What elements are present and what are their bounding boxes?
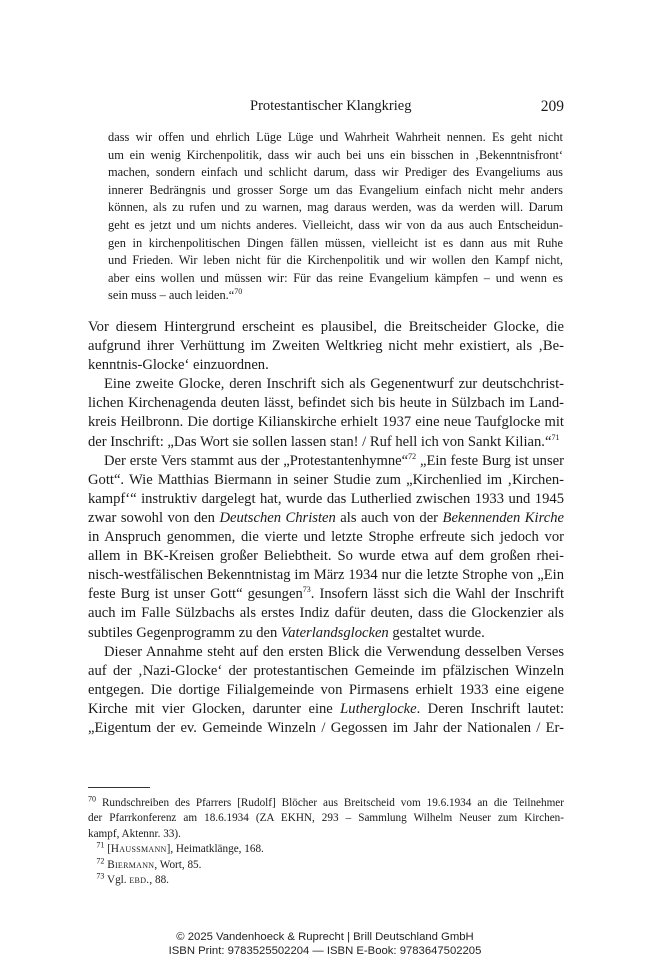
- footnote-ref-72: 72: [408, 451, 417, 461]
- footnote-line: kampf, Aktennr. 33).: [88, 827, 181, 840]
- author-smallcaps: Haussmann: [110, 843, 167, 856]
- footnote-text: [: [107, 843, 111, 856]
- author-smallcaps: Biermann: [107, 858, 155, 871]
- body-text-span: als auch von der: [335, 509, 443, 526]
- body-text-span: zwar sowohl von den: [88, 509, 220, 526]
- footnote-line: [88, 873, 564, 888]
- body-line: in Anspruch genommen, die vierte und letzte Strophe erfreute sich jedoch vor: [88, 529, 564, 546]
- footnote-70: [88, 796, 564, 842]
- body-text-span: . Deren Inschrift lautet:: [416, 700, 564, 717]
- quote-line-last: [108, 287, 563, 305]
- body-line: nisch-westfälischen Bekenntnistag im März 1934 nur die letzte Strophe von „Ein: [88, 567, 564, 584]
- quote-line: aber eins wollen und müssen wir: Für das reine Evangelium kämpfen – und wenn es: [108, 270, 563, 285]
- paragraph-4: [88, 643, 564, 738]
- running-title: Protestantischer Klangkrieg: [250, 98, 412, 114]
- paragraph-3: [88, 452, 564, 643]
- body-text-span: der Inschrift: „Das Wort sie sollen lassen stan! / Ruf hell ich von Sankt Kilian.“: [88, 433, 552, 450]
- body-line: kenntnis-Glocke‘ einzuordnen.: [88, 357, 269, 374]
- body-line: Eine zweite Glocke, deren Inschrift sich als Gegenentwurf zur deutschchrist-: [104, 376, 564, 393]
- footnote-73: [88, 873, 564, 888]
- footnote-text: Rundschreiben des Pfarrers [Rudolf] Blöcher aus Breitscheid vom 19.6.1934 an die Teilnehmer: [101, 797, 565, 809]
- copyright-notice: [0, 930, 650, 958]
- body-text-span: feste Burg ist unser Gott“ gesungen: [88, 586, 303, 603]
- body-line: allem in BK-Kreisen großer Beliebtheit. So wurde etwa auf dem großen rhei-: [88, 548, 564, 565]
- copyright-line-1: © 2025 Vandenhoeck & Ruprecht | Brill Deutschland GmbH: [176, 931, 474, 943]
- emphasis-lutherglocke: Lutherglocke: [340, 700, 417, 717]
- footnote-text: Vgl.: [107, 874, 130, 887]
- footnote-text: , 88.: [149, 874, 169, 887]
- running-header: [88, 98, 564, 118]
- quote-line: um ein wenig Kirchenpolitik, dass wir auch bei uns ein bisschen in ‚Bekenntnisfront‘: [108, 147, 563, 162]
- body-line: [88, 509, 564, 528]
- body-text-span: Der erste Vers stammt aus der „Protestantenhymne“: [104, 452, 409, 469]
- body-line: [88, 452, 564, 471]
- body-line: kampf‘“ instruktiv dargelegt hat, wurde das Lutherlied zwischen 1933 und 1945: [88, 490, 564, 507]
- quote-text: sein muss – auch leiden.“: [108, 288, 235, 303]
- body-line: Dieser Annahme steht auf den ersten Blick die Verwendung desselben Verses: [104, 643, 564, 660]
- footnote-text: , Wort, 85.: [154, 858, 202, 871]
- footnote-line: [88, 796, 564, 811]
- emphasis-vaterlandsglocken: Vaterlandsglocken: [280, 624, 389, 641]
- body-line: [88, 624, 564, 643]
- quote-line: können, als zu rufen und zu warnen, mag daraus werden, was da werden will. Darum: [108, 200, 563, 215]
- body-text-span: „Ein feste Burg ist unser: [416, 452, 564, 469]
- quote-line: gen in kirchenpolitischen Dingen fällen müssen, vielleicht ist es dann aus mit Ruhe: [108, 235, 563, 250]
- body-line: kreis Heilbronn. Die dortige Kilianskirche erhielt 1937 eine neue Taufglocke mit: [88, 414, 564, 431]
- body-line: auch im Falle Sülzbachs als erstes Indiz dafür deuten, dass die Glockenzier als: [88, 605, 564, 622]
- footnote-number: 71: [96, 840, 105, 850]
- block-quote: [108, 129, 563, 305]
- quote-line: innerer Bedrängnis und grosser Sorge um das Evangelium einfach nicht mehr anders: [108, 182, 563, 197]
- ebd-smallcaps: ebd.: [129, 874, 150, 887]
- body-text-span: gestaltet wurde.: [388, 624, 485, 641]
- body-line: auf der ‚Nazi-Glocke‘ der protestantischen Gemeinde im pfälzischen Winzeln: [88, 662, 564, 679]
- body-line: [88, 700, 564, 719]
- body-line: [88, 433, 564, 452]
- body-line: aufgrund ihrer Verhüttung im Zweiten Weltkrieg nicht mehr existiert, als ‚Be-: [88, 338, 564, 355]
- footnote-ref-70: 70: [234, 287, 243, 297]
- quote-line: dass wir offen und ehrlich Lüge Lüge und Wahrheit Wahrheit nennen. Es geht nicht: [108, 130, 563, 144]
- footnote-72: [88, 855, 564, 873]
- footnote-number: 72: [96, 855, 105, 865]
- emphasis-bekennende-kirche: Bekennenden Kirche: [442, 509, 564, 526]
- footnote-ref-71: 71: [551, 432, 560, 442]
- body-line: Vor diesem Hintergrund erscheint es plausibel, die Breitscheider Glocke, die: [88, 319, 564, 335]
- body-line: Gott“. Wie Matthias Biermann in seiner Studie zum „Kirchenlied im ‚Kirchen-: [88, 471, 564, 488]
- page-number: 209: [540, 98, 564, 115]
- footnote-rule: [88, 787, 150, 788]
- quote-line: machen, sondern einfach und schlicht darum, dass wir Prediger des Evangeliums aus: [108, 165, 563, 180]
- body-text-span: subtiles Gegenprogramm zu den: [88, 624, 281, 641]
- footnote-ref-73: 73: [302, 585, 311, 595]
- footnote-line: [88, 855, 564, 873]
- footnote-line: der Pfarrkonferenz am 18.6.1934 (ZA EKHN, 293 – Sammlung Wilhelm Neuser zum Kirchen-: [88, 812, 564, 825]
- body-line: [88, 585, 564, 604]
- paragraph-1: [88, 318, 564, 375]
- footnote-line: [88, 842, 564, 857]
- emphasis-deutsche-christen: Deutschen Christen: [219, 509, 336, 526]
- footnote-number: 73: [96, 871, 105, 881]
- footnote-text: ], Heimatklänge, 168.: [166, 843, 264, 856]
- body-line: lichen Kirchenagenda deuten lässt, befindet sich bis heute in Sülzbach im Land-: [88, 395, 564, 412]
- quote-line: geht es jetzt und um nichts anderes. Vielleicht, dass wir von da aus auch Entscheidun-: [108, 217, 563, 232]
- body-line: entgegen. Die dortige Filialgemeinde von Pirmasens erhielt 1933 eine eigene: [88, 681, 564, 698]
- body-line: „Eigentum der ev. Gemeinde Winzeln / Gegossen im Jahr der Nationalen / Er-: [88, 719, 564, 736]
- footnote-71: [88, 842, 564, 857]
- footnote-number: 70: [88, 794, 96, 804]
- paragraph-2: [88, 375, 564, 451]
- body-text: [88, 318, 564, 738]
- footnotes: [88, 796, 564, 888]
- quote-line: und Frieden. Wir leben nicht für die Kirchenpolitik und wir wollen den Kampf nicht,: [108, 253, 563, 268]
- copyright-line-2: ISBN Print: 9783525502204 — ISBN E-Book: 9783647502205: [168, 945, 482, 957]
- body-text-span: Kirche mit vier Glocken, darunter eine: [88, 700, 341, 717]
- body-text-span: . Insofern lässt sich die Wahl der Inschrift: [310, 586, 565, 603]
